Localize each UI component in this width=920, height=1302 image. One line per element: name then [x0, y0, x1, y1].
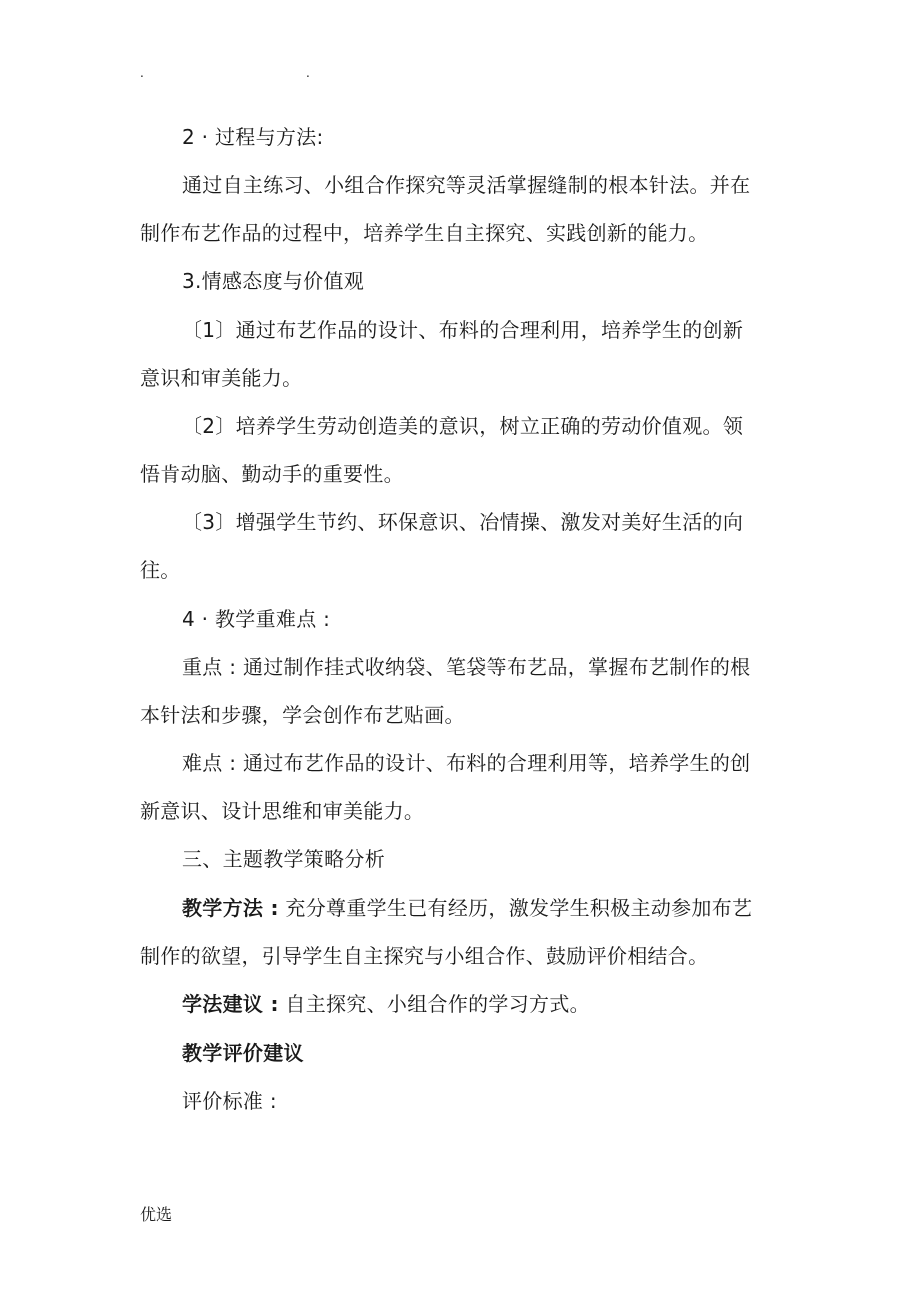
paragraph-line: 悟肯动脑、勤动手的重要性。 [140, 462, 404, 486]
advice-line [182, 990, 832, 1018]
header-dot-right: . [306, 66, 310, 80]
header-dot-left: . [140, 66, 144, 80]
method-line [182, 894, 832, 922]
paragraph-line: 往。 [140, 558, 181, 582]
paragraph-line: 通过自主练习、小组合作探究等灵活掌握缝制的根本针法。并在 [182, 173, 751, 197]
section-three-heading: 三、主题教学策略分析 [182, 847, 385, 871]
evaluation-heading: 教学评价建议 [182, 1041, 304, 1065]
advice-text: 自主探究、小组合作的学习方式。 [278, 992, 590, 1016]
paragraph-line: 制作布艺作品的过程中，培养学生自主探究、实践创新的能力。 [140, 221, 709, 245]
method-label: 教学方法 : [182, 896, 279, 920]
paragraph-line: 制作的欲望，引导学生自主探究与小组合作、鼓励评价相结合。 [140, 944, 709, 968]
paragraph-line: 重点 : 通过制作挂式收纳袋、笔袋等布艺品，掌握布艺制作的根 [182, 655, 751, 679]
paragraph-line: 本针法和步骤，学会创作布艺贴画。 [140, 703, 465, 727]
paragraph-line: 〔3〕增强学生节约、环保意识、冶情操、激发对美好生活的向 [182, 510, 744, 534]
paragraph-line: 意识和审美能力。 [140, 366, 303, 390]
section-4-heading: 4 · 教学重难点 : [182, 607, 331, 631]
advice-label: 学法建议 : [182, 992, 279, 1016]
paragraph-line: 〔2〕培养学生劳动创造美的意识，树立正确的劳动价值观。领 [182, 414, 744, 438]
section-3-heading: 3.情感态度与价值观 [182, 269, 365, 293]
section-2-heading: 2 · 过程与方法: [182, 125, 324, 149]
method-text: 充分尊重学生已有经历，激发学生积极主动参加布艺 [278, 896, 753, 920]
evaluation-criteria: 评价标准 : [182, 1089, 277, 1113]
page-footer: 优选 [140, 1205, 173, 1224]
paragraph-line: 新意识、设计思维和审美能力。 [140, 799, 425, 823]
paragraph-line: 〔1〕通过布艺作品的设计、布料的合理利用，培养学生的创新 [182, 318, 744, 342]
paragraph-line: 难点 : 通过布艺作品的设计、布料的合理利用等，培养学生的创 [182, 751, 751, 775]
